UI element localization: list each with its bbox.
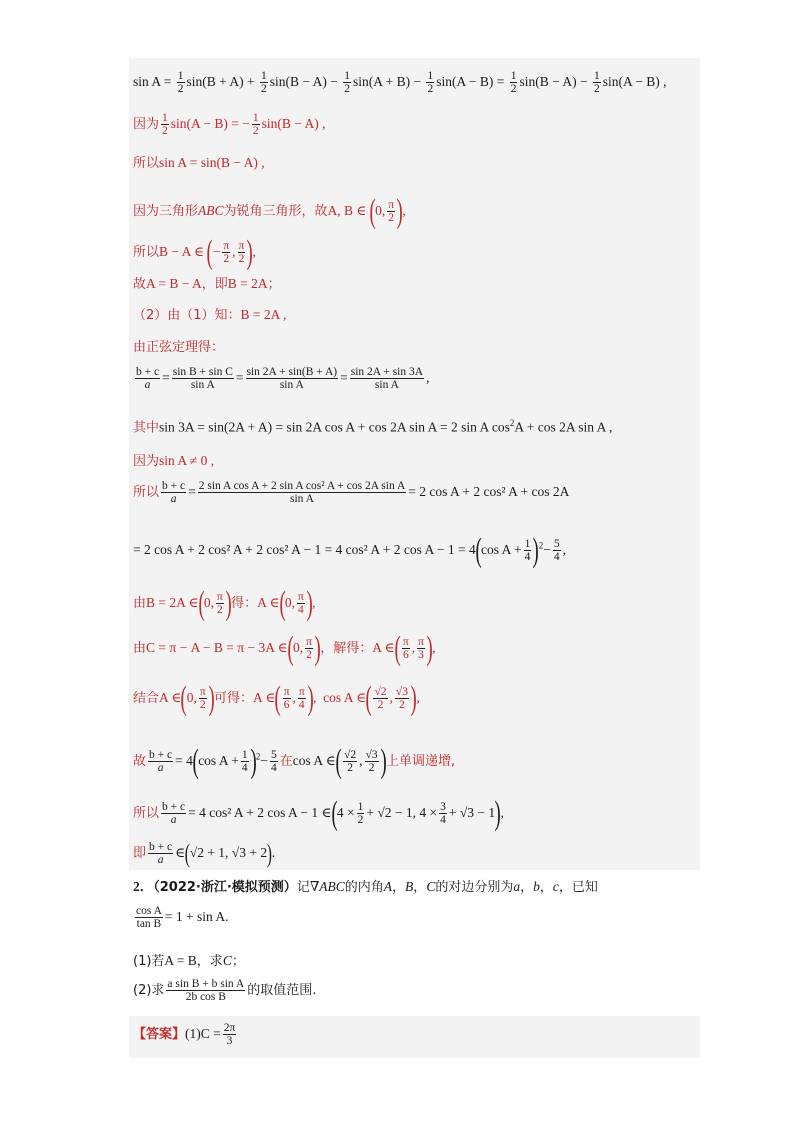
text: , <box>312 595 316 611</box>
fraction <box>524 538 532 564</box>
text: B = 2A ∈ <box>146 595 199 611</box>
denominator: 2 <box>223 253 230 265</box>
numerator: 1 <box>162 112 168 124</box>
fraction <box>222 240 230 266</box>
denominator: 4 <box>298 699 305 711</box>
denominator: 2b cos B <box>185 991 226 1003</box>
text: , <box>426 370 430 386</box>
denominator: 2 <box>238 253 245 265</box>
eq-line-10 <box>133 413 612 439</box>
fraction <box>395 686 409 712</box>
question-2-header <box>133 877 598 898</box>
text: A ∈ <box>253 690 276 706</box>
text: = <box>340 370 348 386</box>
eq-line-18 <box>133 797 504 831</box>
denominator: 4 <box>241 762 248 774</box>
numerator: b + c <box>149 749 173 761</box>
fraction <box>199 686 207 712</box>
fraction <box>161 801 186 827</box>
fraction <box>270 749 278 775</box>
text: = 2 cos A + 2 cos² A + cos 2A <box>408 484 570 500</box>
eq-line-13 <box>133 534 566 568</box>
exponent: 2 <box>255 751 261 762</box>
denominator: sin A <box>190 379 215 391</box>
paren-close: ) <box>494 795 501 832</box>
text: ； <box>231 954 245 969</box>
fraction <box>241 749 249 775</box>
question-2-part-1 <box>133 951 245 972</box>
paren-open: ( <box>287 630 294 667</box>
text: ， <box>392 880 406 895</box>
text: + √2 − 1, 4 × <box>366 805 438 821</box>
text: ，求 <box>196 954 223 969</box>
text: cos A ∈ <box>323 690 367 706</box>
text: 0, <box>292 640 304 656</box>
exponent: 2 <box>538 540 544 551</box>
paren-close: ) <box>410 680 417 717</box>
text: A + cos 2A sin A , <box>514 419 613 435</box>
text: 所以 <box>133 156 160 171</box>
question-2-condition <box>133 905 229 931</box>
text: , <box>416 690 420 706</box>
text: 0, <box>186 690 197 706</box>
text: (1) <box>185 1026 201 1042</box>
text: − <box>260 753 269 769</box>
text: A ∈ <box>372 640 395 656</box>
numerator: 1 <box>427 70 434 82</box>
text: B <box>405 879 414 894</box>
text: 结合 <box>133 691 160 707</box>
fraction <box>305 636 313 662</box>
text: − <box>543 542 551 558</box>
text: ，解得： <box>320 641 373 657</box>
numerator: a sin B + b sin A <box>167 978 245 990</box>
paren-open: ( <box>279 585 286 622</box>
text: A ∈ <box>257 595 280 611</box>
numerator: b + c <box>162 801 186 813</box>
paren-open: ( <box>331 795 338 832</box>
text: 上单调递增, <box>385 754 456 770</box>
paren-open: ( <box>365 680 372 717</box>
numerator: π <box>306 636 312 648</box>
eq-line-5 <box>133 236 256 270</box>
fraction <box>252 112 260 138</box>
text: 所以 <box>133 485 160 501</box>
text: cos A + <box>198 753 239 769</box>
denominator: 2 <box>347 762 354 774</box>
text: 由正弦定理得： <box>133 340 225 355</box>
text: ， <box>539 880 553 895</box>
eq-line-15: 由C = π − A − B = π − 3A ∈(0, $\frac{\pi}{2}$ )，解得：A ∈( $\frac{\pi}{6}$ , $\frac{\pi}{3}$ ), <box>133 630 436 667</box>
text: = 4 cos² A + 2 cos A − 1 ∈ <box>188 805 332 821</box>
denominator: 2 <box>199 699 206 711</box>
denominator: 2 <box>368 762 375 774</box>
fraction <box>402 636 410 662</box>
fraction <box>166 978 245 1004</box>
denominator: 2 <box>510 83 517 95</box>
text: C = π − A − B = π − 3A ∈ <box>146 640 288 656</box>
numerator: 1 <box>344 70 350 82</box>
eq-line-8 <box>133 337 224 358</box>
text: 即 <box>133 846 147 862</box>
denominator: a <box>170 814 177 826</box>
denominator: tan B <box>136 918 162 930</box>
fraction <box>223 1022 237 1048</box>
text: , <box>232 244 236 260</box>
denominator: 2 <box>177 83 184 95</box>
paren-open: ( <box>180 680 188 717</box>
paren-close: ) <box>396 193 403 230</box>
text: C <box>426 879 436 894</box>
paren-close: ) <box>314 630 321 667</box>
paren-close: ) <box>306 585 313 622</box>
text: B = 2A <box>227 276 268 291</box>
text: sin A = <box>133 74 172 90</box>
numerator: 1 <box>357 801 364 813</box>
answer-line <box>133 1022 238 1048</box>
text: 所以 <box>133 806 160 822</box>
text: sin(B − A) , <box>261 116 326 132</box>
fraction <box>135 366 160 392</box>
text: 记 <box>296 880 310 895</box>
text: 故 <box>133 277 147 292</box>
paren-close: ) <box>208 680 215 717</box>
text: ， <box>520 880 534 895</box>
fraction <box>417 636 425 662</box>
denominator: 2 <box>377 699 384 711</box>
denominator: sin A <box>290 493 314 505</box>
numerator: b + c <box>149 841 173 853</box>
denominator: 2 <box>261 83 267 95</box>
numerator: π <box>297 591 304 603</box>
denominator: 2 <box>252 125 259 137</box>
eq-line-19 <box>133 840 275 868</box>
text: （2）由（1）知： <box>133 308 241 323</box>
denominator: a <box>157 854 164 866</box>
numerator: 2 sin A cos A + 2 sin A cos² A + cos 2A sin A <box>198 480 406 492</box>
numerator: √2 <box>344 749 357 761</box>
fraction <box>135 905 163 931</box>
fraction <box>343 70 351 96</box>
text: 由 <box>133 641 147 657</box>
text: 可得： <box>213 691 253 707</box>
eq-line-4 <box>133 195 406 229</box>
text: A = B − A <box>146 276 202 291</box>
text: + √3 − 1 <box>448 805 496 821</box>
denominator: 3 <box>226 1035 233 1047</box>
denominator: 4 <box>440 814 446 826</box>
eq-line-12 <box>133 480 569 506</box>
text: , <box>500 805 504 821</box>
eq-line-3 <box>133 153 265 174</box>
fraction <box>198 480 407 506</box>
fraction <box>373 686 387 712</box>
paren-open: ( <box>198 585 205 622</box>
eq-line-11 <box>133 451 214 472</box>
text: 因为 <box>133 117 160 133</box>
text: sin A ≠ 0 , <box>159 453 215 468</box>
text: A = B <box>164 953 197 968</box>
text: , <box>252 244 257 260</box>
eq-line-17: 故 $\frac{b + c}{a}$ = 4(cos A + $\frac{1}{4}$ )$^2$− $\frac{5}{4}$ 在cos A ∈( $\frac{√2}{2}$ , $\frac{√3}{2}$ )上单调递增, <box>133 743 456 780</box>
text: sin(A − B) = <box>436 74 505 90</box>
numerator: √3 <box>395 686 408 698</box>
numerator: 1 <box>261 70 267 82</box>
denominator: 4 <box>524 551 531 563</box>
text: 得： <box>231 596 258 612</box>
text: 故 <box>133 754 147 770</box>
denominator: sin A <box>279 379 304 391</box>
text: b <box>533 879 540 894</box>
denominator: 4 <box>553 551 560 563</box>
paren-close: ) <box>246 234 254 271</box>
text: A, B ∈ <box>327 203 367 219</box>
paren-open: ( <box>206 234 214 271</box>
fraction <box>297 591 305 617</box>
text: √2 + 1, √3 + 2 <box>189 845 268 861</box>
denominator: 6 <box>402 649 409 661</box>
text: ； <box>267 277 281 292</box>
numerator: π <box>283 686 290 698</box>
text: 4 × <box>336 805 355 821</box>
text: 为锐角三角形，故 <box>223 204 328 220</box>
eq-line-7 <box>133 305 286 326</box>
denominator: 2 <box>217 604 223 616</box>
text: c <box>552 879 559 894</box>
fraction <box>439 801 447 827</box>
text: C <box>222 953 232 968</box>
text: = 1 + sin A. <box>164 909 229 925</box>
denominator: 6 <box>283 699 290 711</box>
paren-open: ( <box>335 743 342 780</box>
denominator: 2 <box>399 699 405 711</box>
question-source: （2022·浙江·模拟预测） <box>153 880 297 895</box>
numerator: √3 <box>365 749 378 761</box>
denominator: 2 <box>306 649 312 661</box>
numerator: 2π <box>223 1022 236 1034</box>
fraction <box>177 70 185 96</box>
text: (2)求 <box>133 983 165 999</box>
numerator: π <box>216 591 223 603</box>
fraction <box>365 749 379 775</box>
text: A <box>383 879 393 894</box>
numerator: cos A <box>136 905 162 917</box>
text: B − A ∈ <box>159 244 205 260</box>
fraction <box>553 538 561 564</box>
fraction <box>238 240 246 266</box>
fraction <box>350 366 424 392</box>
eq-line-14 <box>133 587 315 621</box>
answer-label: 【答案】 <box>133 1027 186 1043</box>
text: 由 <box>133 596 147 612</box>
numerator: 5 <box>271 749 277 761</box>
denominator: a <box>157 762 164 774</box>
numerator: 3 <box>440 801 446 813</box>
numerator: π <box>298 686 305 698</box>
denominator: 4 <box>271 762 277 774</box>
exponent: 2 <box>509 418 515 428</box>
fraction <box>148 749 173 775</box>
fraction <box>357 801 365 827</box>
numerator: 1 <box>241 749 248 761</box>
text: 因为 <box>133 454 160 469</box>
question-number: 2． <box>133 879 154 894</box>
text: , <box>432 640 436 656</box>
text: sin(A − B) = − <box>170 116 250 132</box>
numerator: 1 <box>252 112 259 124</box>
text: ，已知 <box>558 880 598 895</box>
numerator: 1 <box>524 538 531 550</box>
denominator: a <box>144 379 151 391</box>
numerator: π <box>238 240 245 252</box>
text: = <box>162 370 170 386</box>
text: 在 <box>279 754 293 770</box>
paren-close: ) <box>532 532 540 569</box>
numerator: 1 <box>510 70 517 82</box>
text: 所以 <box>133 245 160 261</box>
text: 0, <box>375 203 386 219</box>
text: sin(A − B) , <box>602 74 667 90</box>
fraction <box>260 70 268 96</box>
denominator: 2 <box>344 83 350 95</box>
numerator: 1 <box>177 70 184 82</box>
fraction <box>161 480 186 506</box>
numerator: π <box>388 199 395 211</box>
text: = <box>188 484 196 500</box>
eq-line-9 <box>133 366 429 392</box>
fraction <box>246 366 339 392</box>
text: ， <box>413 880 427 895</box>
numerator: sin 2A + sin 3A <box>350 366 424 378</box>
fraction <box>298 686 306 712</box>
eq-line-6 <box>133 274 281 295</box>
numerator: π <box>402 636 409 648</box>
text: B = 2A , <box>240 307 287 322</box>
paren-close: ) <box>307 680 314 717</box>
fraction <box>343 749 357 775</box>
text: (1)若 <box>133 954 165 969</box>
fraction <box>216 591 224 617</box>
paren-close: ) <box>426 630 433 667</box>
numerator: π <box>418 636 424 648</box>
question-2-part-2 <box>133 978 316 1004</box>
denominator: 2 <box>357 814 364 826</box>
paren-close: ) <box>250 743 257 780</box>
numerator: b + c <box>136 366 160 378</box>
text: , <box>402 203 406 219</box>
paren-close: ) <box>225 585 232 622</box>
fraction <box>426 70 434 96</box>
numerator: 5 <box>553 538 560 550</box>
denominator: 2 <box>427 83 434 95</box>
text: a <box>513 879 521 894</box>
text: − <box>212 244 221 260</box>
paren-close: ) <box>266 839 273 868</box>
text: cos A ∈ <box>292 753 336 769</box>
numerator: π <box>223 240 230 252</box>
text: 的对边分别为 <box>435 880 514 895</box>
numerator: 1 <box>593 70 600 82</box>
numerator: π <box>199 686 206 698</box>
text: ∈ <box>175 845 186 861</box>
paren-close: ) <box>380 743 387 780</box>
text: sin A = sin(B − A) , <box>159 155 265 170</box>
paren-open: ( <box>184 839 191 868</box>
text: A ∈ <box>159 690 182 706</box>
eq-line-1 <box>133 70 667 96</box>
fraction <box>148 841 173 867</box>
numerator: sin 2A + sin(B + A) <box>246 366 338 378</box>
text: ABC <box>198 203 224 219</box>
text: 0, <box>203 595 214 611</box>
text: 其中 <box>133 420 160 436</box>
fraction <box>510 70 518 96</box>
fraction <box>161 112 169 138</box>
paren-open: ( <box>192 743 199 780</box>
paren-open: ( <box>394 630 401 667</box>
text: , <box>562 542 566 558</box>
fraction <box>283 686 291 712</box>
text: = 4 <box>175 753 193 769</box>
denominator: 4 <box>297 604 304 616</box>
denominator: 2 <box>593 83 600 95</box>
text: sin 3A = sin(2A + A) = sin 2A cos A + cos 2A sin A = 2 sin A cos <box>159 419 510 435</box>
text: 的内角 <box>344 880 384 895</box>
text: . <box>271 845 276 861</box>
eq-line-16: 结合A ∈(0, $\frac{\pi}{2}$ )可得：A ∈( $\frac{\pi}{6}$ , $\frac{\pi}{4}$ ), cos A ∈( $\frac{√2}{2}$ , $\frac{√3}{2}$ ), <box>133 680 420 717</box>
text: = 2 cos A + 2 cos² A + 2 cos² A − 1 = 4 cos² A + 2 cos A − 1 = 4 <box>133 542 476 558</box>
numerator: √2 <box>374 686 387 698</box>
fraction <box>593 70 601 96</box>
text: 因为三角形 <box>133 204 199 220</box>
denominator: a <box>170 493 177 505</box>
text: 0, <box>284 595 295 611</box>
denominator: 2 <box>162 125 168 137</box>
text: sin(A + B) − <box>352 74 422 90</box>
text: sin(B + A) + <box>186 74 255 90</box>
text: ∇ABC <box>309 879 345 894</box>
paren-open: ( <box>369 193 376 230</box>
text: cos A + <box>481 542 522 558</box>
numerator: sin B + sin C <box>172 366 233 378</box>
denominator: sin A <box>374 379 399 391</box>
paren-open: ( <box>274 680 282 717</box>
text: sin(B − A) − <box>269 74 338 90</box>
paren-open: ( <box>475 532 482 569</box>
numerator: b + c <box>162 480 186 492</box>
fraction <box>387 199 395 225</box>
text: C = <box>200 1026 221 1042</box>
denominator: 3 <box>418 649 424 661</box>
denominator: 2 <box>388 212 395 224</box>
text: sin(B − A) − <box>519 74 588 90</box>
eq-line-2 <box>133 112 326 138</box>
text: 的取值范围. <box>247 983 317 999</box>
fraction <box>172 366 234 392</box>
text: = <box>235 370 244 386</box>
text: ，即 <box>201 277 228 292</box>
